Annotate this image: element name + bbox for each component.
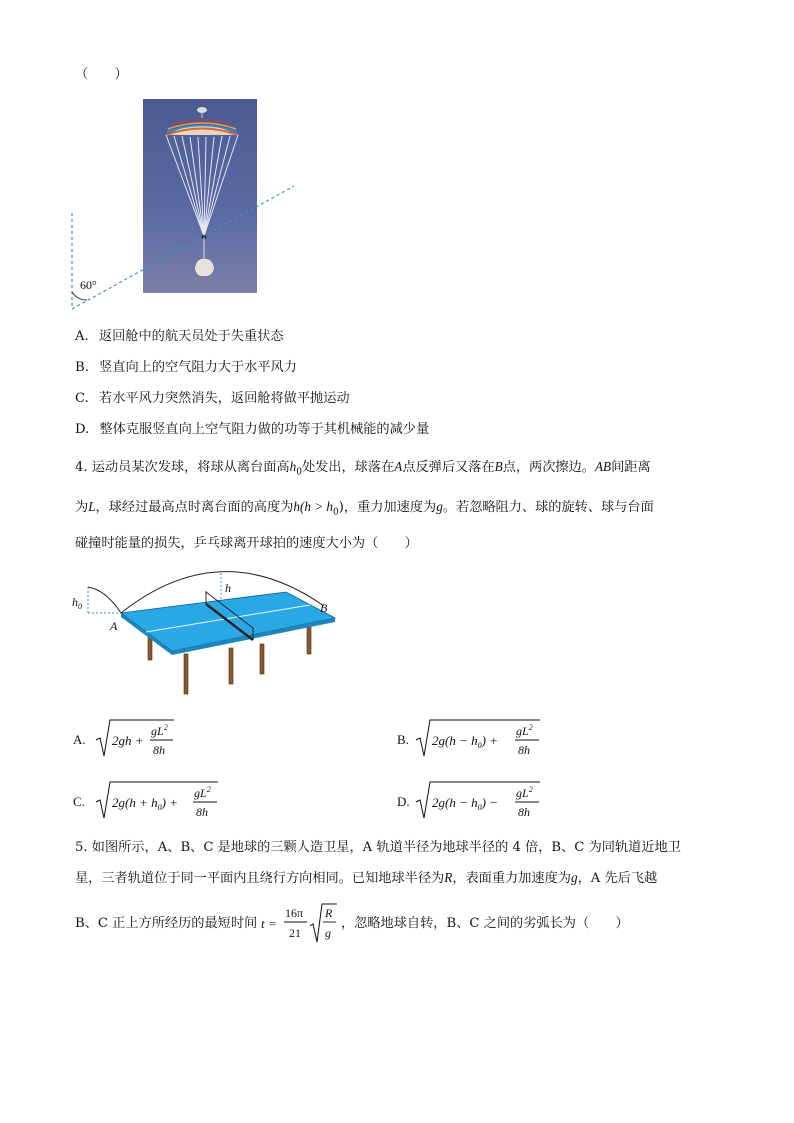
stem-text: 点反弹后又落在 [402,460,495,475]
q4-option-c [70,776,250,826]
q4-stem-line-2 [75,498,654,522]
svg-text:gL2: $gL^2$ [516,785,533,800]
question-number: 5. [75,840,88,855]
q5-stem-line-1 [75,839,681,857]
stem-text: ，球经过最高点时离台面的高度为 [95,500,294,515]
svg-text:2g(h − h0) −: $2g(h - h_0)$ − [432,795,498,812]
stem-text: 为 [75,500,89,515]
paren-close: ) [338,500,344,515]
option-text: 竖直向上的空气阻力大于水平风力 [99,360,297,375]
var-r: R [444,870,453,885]
svg-text:t =: t = [261,916,277,931]
svg-text:D.: D. [397,794,410,809]
svg-text:gL2: $gL^2$ [516,723,533,738]
stem-text: 点，两次擦边。 [502,460,595,475]
answer-paren: （ ） [75,67,128,82]
option-text: 若水平风力突然消失，返回舱将做平抛运动 [99,391,350,406]
option-text: 返回舱中的航天员处于失重状态 [98,329,284,344]
option-text: 整体克服竖直向上空气阻力做的功等于其机械能的减少量 [99,422,430,437]
svg-text:gL2: $gL^2$ [151,723,168,738]
label-b: B [320,601,328,615]
svg-text:21: 21 [289,926,301,940]
q4-stem-line-3: 碰撞时能量的损失，乒乓球离开球拍的速度大小为（ ） [75,536,418,551]
q4-option-b [394,714,574,764]
stem-text: ，忽略地球自转，B、C 之间的劣弧长为（ ） [341,916,629,931]
svg-text:2g(h + h0) +: $2g(h + h_0)$ + [112,795,178,812]
var-g: g [436,499,443,514]
option-letter: C. [75,391,89,406]
svg-text:R: R [325,906,333,920]
svg-text:2g(h − h0) +: $2g(h - h_0)$ + [432,733,498,750]
q4-stem-line-1 [75,458,651,482]
q5-stem-line-2 [75,869,657,888]
stem-text: 间距离 [611,460,651,475]
svg-text:B.: B. [397,732,409,747]
label-h0: $h_0$ [72,595,82,611]
capsule [195,259,214,276]
svg-text:g: g [325,926,331,940]
option-letter: D. [75,422,90,437]
option-letter: B. [75,360,89,375]
table-tennis-figure [66,562,356,700]
stem-text: 。若忽略阻力、球的旋转、球与台面 [442,500,654,515]
point-b: B [494,459,503,474]
label-a: A [110,619,118,633]
svg-text:8h: 8h [153,743,165,757]
svg-text:gL2: $gL^2$ [194,785,211,800]
svg-text:16π: 16π [285,906,304,920]
question-number: 4. [75,460,88,475]
stem-text: ，A 先后飞越 [577,871,658,886]
q3-option-a [75,328,284,346]
svg-text:C.: C. [73,794,85,809]
var-h0: h [289,459,297,474]
q4-option-d [394,776,574,826]
var-l: L [88,499,96,514]
angle-arc [72,292,87,300]
svg-text:2gh +: 2gh + [112,733,144,748]
angle-label: 60° [80,278,97,292]
stem-text: 处发出，球落在 [301,460,395,475]
svg-text:A.: A. [73,732,86,747]
var-g: g [571,870,578,885]
svg-text:8h: 8h [518,805,530,819]
stem-text: 运动员某次发球，将球从离台面高 [91,460,290,475]
svg-text:8h: 8h [196,805,208,819]
parachute-figure [66,96,298,314]
q4-option-a [70,714,220,764]
stem-text: ，表面重力加速度为 [452,871,571,886]
var-h-condition: h(h > h [293,499,334,514]
point-a: A [394,459,403,474]
subscript: 0 [333,507,339,518]
time-formula [261,900,341,946]
stem-text: ，重力加速度为 [343,500,437,515]
stem-text: 星，三者轨道位于同一平面内且绕行方向相同。已知地球半径为 [75,871,445,886]
stem-text: B、C 正上方所经历的最短时间 [75,916,258,931]
option-letter: A. [75,329,89,344]
svg-text:8h: 8h [518,743,530,757]
q3-option-b [75,359,297,377]
trajectory-before-bounce [88,587,121,613]
label-h: h [225,581,231,595]
stem-text: 如图所示，A、B、C 是地球的三颗人造卫星，A 轨道半径为地球半径的 4 倍，B、C 为同轨道近地卫 [91,840,681,855]
q3-option-d [75,421,429,439]
segment-ab: AB [595,459,612,474]
q3-option-c [75,390,350,408]
subscript: 0 [296,467,302,478]
